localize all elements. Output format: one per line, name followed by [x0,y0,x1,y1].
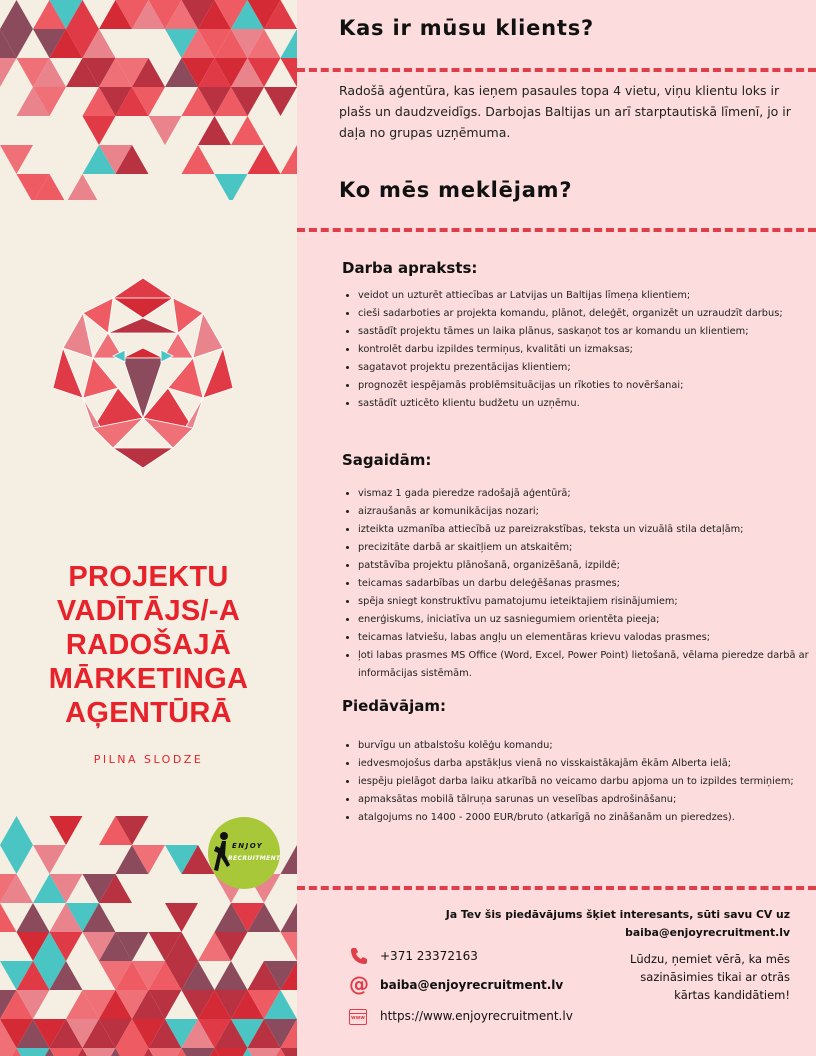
lion-facet [113,298,173,318]
job-title-line: MĀRKETINGA [48,663,249,695]
list-item: • sagatavot projektu prezentācijas klientiem; [358,359,813,377]
triangle [281,845,298,874]
triangle [281,932,298,961]
list-item: • precizitāte darbā ar skaitļiem un atskaitēm; [358,539,813,557]
triangle [215,174,248,200]
at-icon: @ [349,972,369,996]
triangle [215,961,248,990]
list-item: • izteikta uzmanība attiecībā uz pareizrakstības, teksta un vizuālā stila detaļām; [358,521,813,539]
job-title [15,560,282,730]
triangle [0,845,33,874]
offer-list [342,737,813,827]
list-item: • iedvesmojošus darba apstākļus vienā no visskaistākajām ēkām Alberta ielā; [358,755,813,773]
lion-facet [63,313,93,358]
triangle [281,29,298,58]
list-item: • teicamas sadarbības un darbu deleģēšanas prasmes; [358,575,813,593]
note-line: sazināsimies tikai ar otrās [640,970,790,984]
job-title-line: VADĪTĀJS/-A [56,595,241,627]
divider [297,68,816,72]
triangle [264,87,297,116]
triangle [0,0,33,29]
list-item: • veidot un uzturēt attiecības ar Latvijas un Baltijas līmeņa klientiem; [358,287,813,305]
triangle [281,145,298,174]
job-subtitle: PILNA SLODZE [93,753,204,766]
lion-facet [108,318,178,333]
list-item: • enerģiskums, iniciatīva un uz sasniegumiem orientēta pieeja; [358,611,813,629]
cta-text [446,906,790,942]
list-item: • sastādīt uzticēto klientu budžetu un uzņēmu. [358,395,813,413]
triangle [149,116,182,145]
list-item: • vismaz 1 gada pieredze radošajā aģentūrā; [358,485,813,503]
lion-head-illustration [53,278,233,468]
list-item: • kontrolēt darbu izpildes termiņus, kvalitāti un izmaksas; [358,341,813,359]
cta-line: Ja Tev šis piedāvājums šķiet interesants, sūti savu CV uz [445,908,790,921]
list-item: • spēja sniegt konstruktīvu pamatojumu ieteiktajiem risinājumiem; [358,593,813,611]
list-item: • apmaksātas mobilā tālruņa sarunas un veselības apdrošināšanu; [358,791,813,809]
triangle [165,903,198,932]
note-line: Lūdzu, ņemiet vērā, ka mēs [629,952,790,966]
requirements-list [342,485,813,683]
note-line: kārtas kandidātiem! [674,988,790,1002]
job-title-line: PROJEKTU [68,561,229,593]
cta-note [630,950,790,1004]
triangle [215,1048,248,1056]
requirements-heading: Sagaidām: [342,451,432,469]
triangle [0,145,33,174]
divider [297,886,816,890]
triangle [0,58,17,87]
triangle [231,116,264,145]
cta-email: baiba@enjoyrecruitment.lv [625,926,790,939]
lion-facet [168,358,203,398]
triangle [116,1048,149,1056]
lion-facet [173,298,203,333]
list-item: • burvīgu un atbalstošu kolēģu komandu; [358,737,813,755]
list-item: • teicamas latviešu, labas angļu un elementāras krievu valodas prasmes; [358,629,813,647]
logo-text-bottom: RECRUITMENT [228,855,281,862]
list-item: • aizraušanās ar komunikācijas nozari; [358,503,813,521]
lion-facet [113,278,173,298]
job-title-line: RADOŠAJĀ [65,629,232,661]
lion-facet [123,348,163,358]
triangle [0,816,33,845]
triangle [83,1048,116,1056]
browser-icon: www [349,1008,369,1028]
list-item: • ļoti labas prasmes MS Office (Word, Excel, Power Point) lietošanā, vēlama pieredze darbā ar informācijas sistēmām. [358,647,813,683]
triangle [198,116,231,145]
top-triangle-pattern [0,0,297,200]
triangle [182,145,215,174]
duties-list [342,287,813,413]
phone-number[interactable]: +371 23372163 [380,949,478,963]
lion-facet [83,298,113,333]
phone-icon [349,946,369,966]
triangle [0,903,17,932]
triangle [66,174,99,200]
duties-heading: Darba apraksts: [342,259,478,277]
client-description: Radošā aģentūra, kas ieņem pasaules topa 4 vietu, viņu klientu loks ir plašs un daudzveidīgs. Darbojas Baltijas un arī starptautiskā līmenī, jo ir daļa no grupas uzņēmuma. [339,83,791,140]
list-item: • patstāvība projektu plānošanā, organizēšanā, izpildē; [358,557,813,575]
seeking-heading: Ko mēs meklējam? [339,178,573,202]
triangle [182,1048,215,1056]
triangle [248,145,281,174]
triangle [50,816,83,845]
job-title-line: AĢENTŪRĀ [65,697,232,729]
triangle [33,845,66,874]
triangle [281,58,298,87]
list-item: • atalgojums no 1400 - 2000 EUR/bruto (atkarīgā no zināšanām un pieredzes). [358,809,813,827]
lion-facet [83,358,118,398]
client-heading: Kas ir mūsu klients? [339,16,594,40]
lion-facet [53,348,83,398]
divider [297,228,816,232]
logo-text-top: ENJOY [232,842,264,850]
triangle [83,116,116,145]
triangle [17,903,50,932]
triangle [281,903,298,932]
list-item: • sastādīt projektu tāmes un laika plānus, saskaņot tos ar komandu un klientiem; [358,323,813,341]
triangle [248,1048,281,1056]
enjoy-recruitment-logo [208,817,280,889]
offer-heading: Piedāvājam: [342,697,446,715]
email-link[interactable]: baiba@enjoyrecruitment.lv [380,978,564,992]
triangle [17,1048,50,1056]
lion-facet [203,348,233,398]
list-item: • iespēju pielāgot darba laiku atkarībā no veicamo darbu apjoma un to izpildes termiņiem; [358,773,813,791]
left-sidebar [0,0,297,1056]
triangle [50,1048,83,1056]
list-item: • prognozēt iespējamās problēmsituācijas un rīkoties to novēršanai; [358,377,813,395]
lion-facet [193,313,223,358]
list-item: • cieši sadarboties ar projekta komandu, plānot, deleģēt, organizēt un uzraudzīt darbus; [358,305,813,323]
lion-facet [113,448,173,468]
triangle [149,1048,182,1056]
main-content [297,0,816,1056]
runner-icon [212,831,234,875]
website-link[interactable]: https://www.enjoyrecruitment.lv [380,1009,573,1023]
